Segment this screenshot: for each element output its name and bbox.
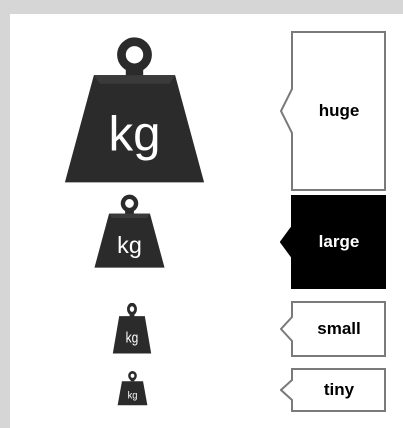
tag-large[interactable]: [280, 195, 386, 289]
tag-label: large: [318, 232, 360, 251]
tag-small[interactable]: [280, 301, 386, 357]
tag-label: huge: [318, 101, 360, 120]
tag-label: small: [317, 319, 361, 338]
tag-tiny[interactable]: [280, 368, 386, 412]
tag-label: tiny: [323, 380, 355, 399]
svg-text:kg: kg: [108, 106, 161, 162]
kg-weight-icon: [117, 371, 148, 407]
tag-huge[interactable]: [280, 31, 386, 191]
svg-text:kg: kg: [117, 232, 142, 259]
kg-weight-icon: [62, 37, 207, 190]
svg-text:kg: kg: [127, 390, 138, 402]
svg-text:kg: kg: [125, 329, 139, 346]
kg-weight-icon: [112, 303, 152, 356]
kg-weight-icon: [93, 193, 166, 273]
